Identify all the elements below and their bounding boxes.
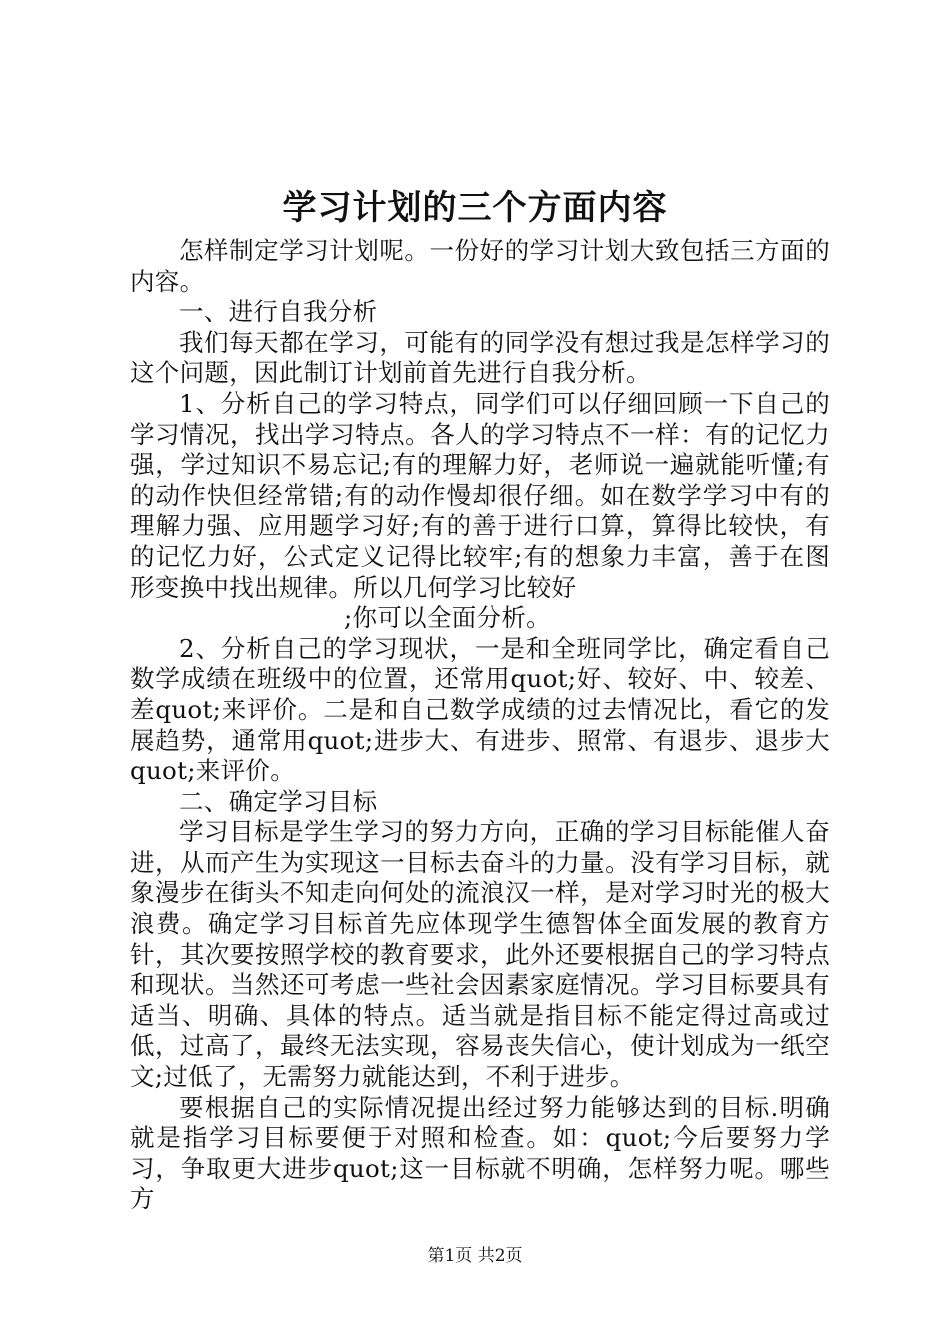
page-title: 学习计划的三个方面内容 <box>282 188 668 228</box>
document-body <box>130 236 830 1215</box>
paragraph-fragment: ;你可以全面分析。 <box>344 603 551 633</box>
section-heading-self-analysis: 一、进行自我分析 <box>179 297 378 327</box>
paragraph-self-analysis: 我们每天都在学习，可能有的同学没有想过我是怎样学习的这个问题，因此制订计划前首先进行自我分析。 <box>130 327 830 388</box>
page-number-footer: 第1页 共2页 <box>427 1246 523 1266</box>
paragraph-learning-traits: 1、分析自己的学习特点，同学们可以仔细回顾一下自己的学习情况，找出学习特点。各人的学习特点不一样：有的记忆力强，学过知识不易忘记;有的理解力好，老师说一遍就能听懂;有的动作快但经常错;有的动作慢却很仔细。如在数学学习中有的理解力强、应用题学习好;有的善于进行口算，算得比较快，有的记忆力好，公式定义记得比较牢;有的想象力丰富，善于在图形变换中找出规律。所以几何学习比较好 <box>130 388 830 602</box>
intro-paragraph: 怎样制定学习计划呢。一份好的学习计划大致包括三方面的内容。 <box>130 236 830 296</box>
section-heading-goals: 二、确定学习目标 <box>179 786 378 816</box>
paragraph-goals: 学习目标是学生学习的努力方向，正确的学习目标能催人奋进，从而产生为实现这一目标去奋斗的力量。没有学习目标，就象漫步在街头不知走向何处的流浪汉一样，是对学习时光的极大浪费。确定学习目标首先应体现学生德智体全面发展的教育方针，其次要按照学校的教育要求，此外还要根据自己的学习特点和现状。当然还可考虑一些社会因素家庭情况。学习目标要具有适当、明确、具体的特点。适当就是指目标不能定得过高或过低，过高了，最终无法实现，容易丧失信心，使计划成为一纸空文;过低了，无需努力就能达到，不利于进步。 <box>130 817 830 1092</box>
paragraph-learning-status: 2、分析自己的学习现状，一是和全班同学比，确定看自己数学成绩在班级中的位置，还常用quot;好、较好、中、较差、差quot;来评价。二是和自己数学成绩的过去情况比，看它的发展趋势，通常用quot;进步大、有进步、照常、有退步、退步大quot;来评价。 <box>130 633 830 786</box>
paragraph-goals-clarity: 要根据自己的实际情况提出经过努力能够达到的目标.明确就是指学习目标要便于对照和检查。如：quot;今后要努力学习，争取更大进步quot;这一目标就不明确，怎样努力呢。哪些方 <box>130 1092 830 1214</box>
